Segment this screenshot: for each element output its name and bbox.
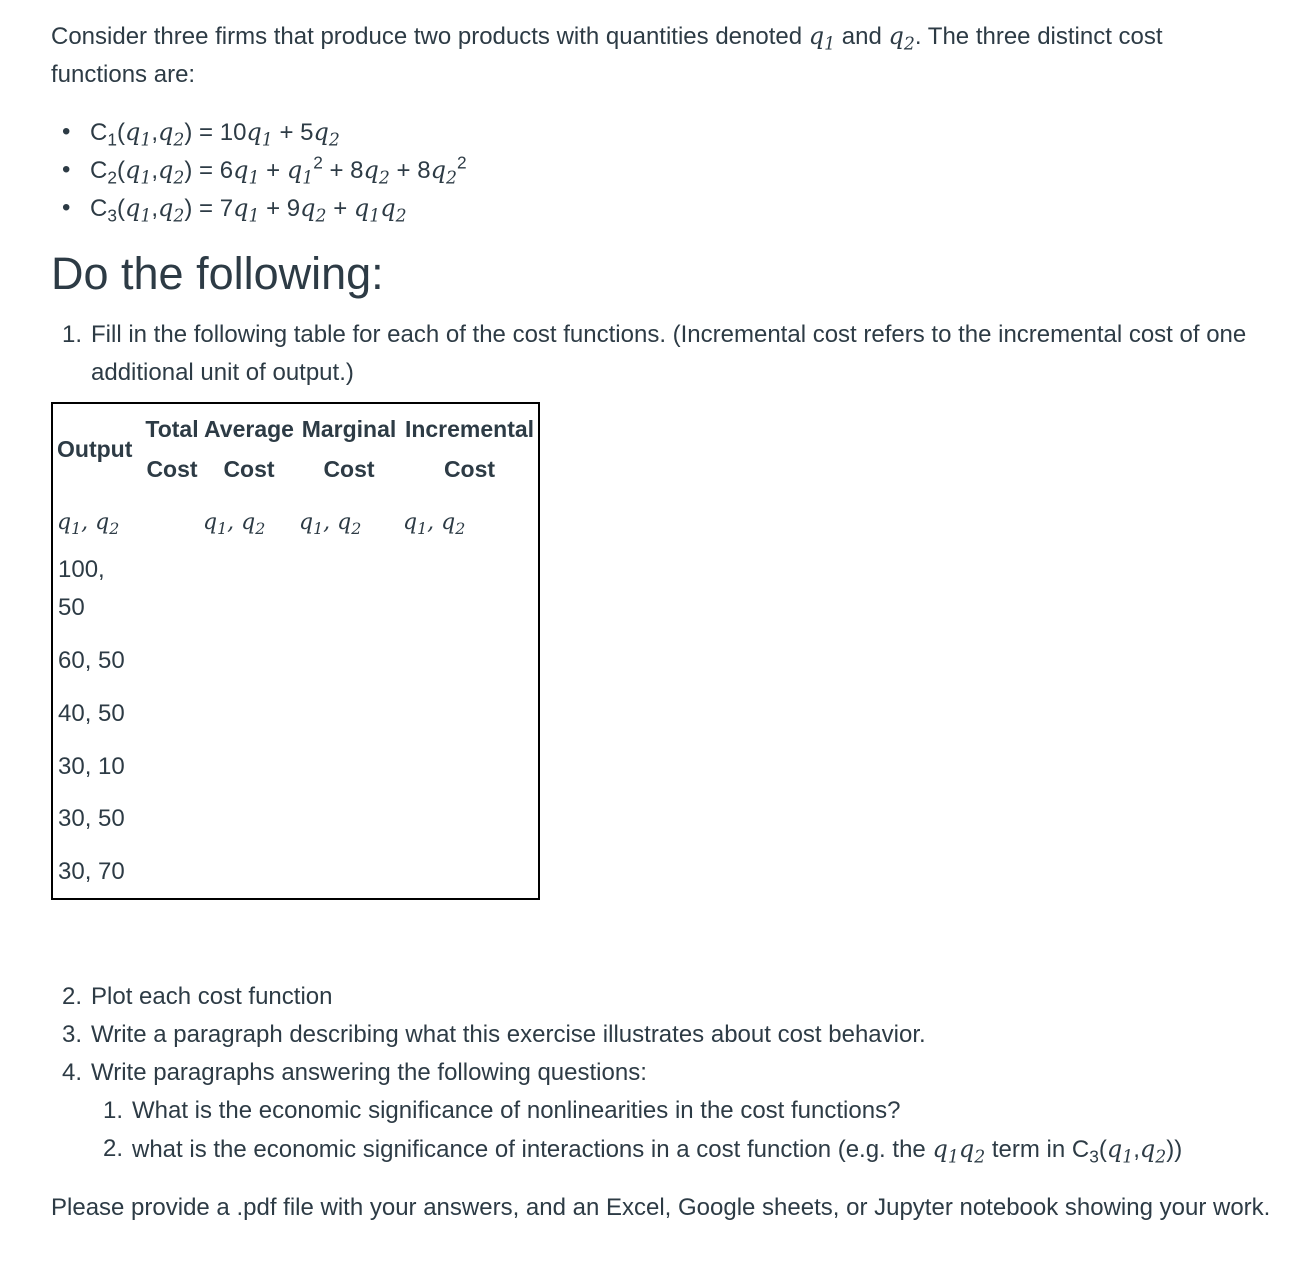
table-row-output: 30, 50	[58, 805, 125, 832]
cost-function-1: • $C_1(q_1,q_2) = 10q_1 + 5q_2$	[62, 113, 467, 151]
cost-function-2: • $C_2(q_1,q_2) = 6q_1 + q_1^2 + 8q_2 + 8q_2^2$	[62, 151, 467, 189]
header-marginal-cost: Cost	[323, 456, 375, 482]
page-heading: Do the following:	[51, 248, 384, 299]
header-total-cost: Cost	[146, 456, 198, 482]
table-row-output: 100, 50	[58, 556, 105, 621]
header-average: Average	[204, 416, 294, 442]
task-2: 2. Plot each cost function	[62, 983, 333, 1010]
header-output: Output	[57, 436, 133, 462]
subquestion-2: 2. what is the economic significance of interactions in a cost function (e.g. the $q_1q_2$ term in $C_3(q_1,q_2)$)	[103, 1135, 1183, 1168]
intro-paragraph	[51, 17, 1251, 94]
header-average-cost: Cost	[223, 456, 275, 482]
table-row-output: 30, 70	[58, 858, 125, 885]
intro-text-2: and	[835, 23, 889, 50]
intro-text-3: . The three distinct cost functions are:	[51, 23, 1163, 88]
header-incremental-cost: Cost	[443, 456, 496, 482]
subheader-average-q: $q_1$, $q_2$	[203, 510, 266, 539]
task-1	[62, 316, 1282, 392]
task-4: 4. Write paragraphs answering the following questions: 1. What is the economic significance of nonlinearities in the cost functions? 2. what is the economic significance of interactions in a cost function (e.g. the $q_1q_2$ term in $C_3(q_1,q_2)$)	[62, 1059, 1183, 1168]
var-q2: $q_2$	[888, 22, 915, 55]
subquestion-1: 1. What is the economic significance of nonlinearities in the cost functions?	[103, 1097, 901, 1124]
intro-text-1: Consider three firms that produce two products with quantities denoted	[51, 23, 809, 50]
table-row-output: 40, 50	[58, 700, 125, 727]
subquestion-list	[103, 1092, 1182, 1169]
task-list	[62, 978, 1182, 1169]
task-3: 3. Write a paragraph describing what this exercise illustrates about cost behavior.	[62, 1021, 926, 1048]
header-marginal: Marginal	[301, 416, 397, 442]
task-1-text: Fill in the following table for each of the cost functions. (Incremental cost refers to the incremental cost of one additional unit of output.)	[91, 321, 1247, 386]
cost-table	[51, 402, 540, 900]
subheader-incremental-q: $q_1$, $q_2$	[403, 510, 466, 539]
subheader-output-q: $q_1$, $q_2$	[57, 510, 120, 539]
header-incremental: Incremental	[404, 416, 535, 442]
table-row-output: 30, 10	[58, 753, 125, 780]
var-q1: $q_1$	[808, 22, 836, 55]
closing-paragraph: Please provide a .pdf file with your answers, and an Excel, Google sheets, or Jupyter notebook showing your work.	[51, 1194, 1271, 1221]
cost-function-3: • $C_3(q_1,q_2) = 7q_1 + 9q_2 + q_1q_2$	[62, 189, 467, 227]
table-row-output: 60, 50	[58, 647, 125, 674]
cost-function-list	[62, 113, 467, 227]
header-total: Total	[145, 416, 199, 442]
task-1-number: 1.	[62, 321, 83, 348]
subheader-marginal-q: $q_1$, $q_2$	[299, 510, 362, 539]
